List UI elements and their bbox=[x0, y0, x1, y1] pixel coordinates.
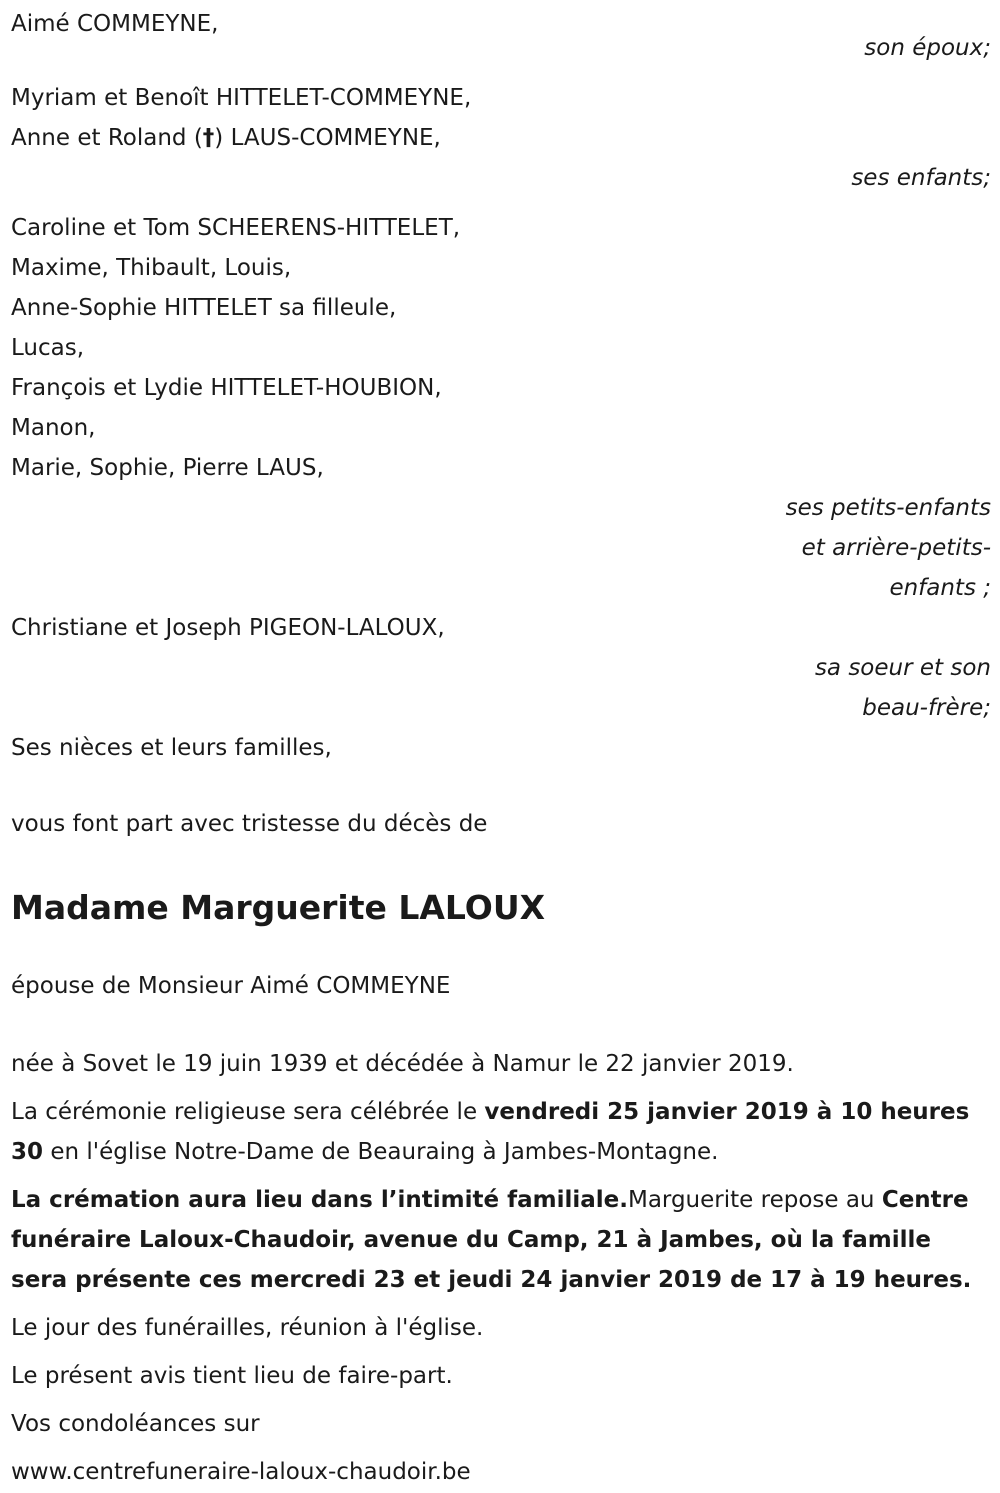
sister-section bbox=[11, 608, 991, 728]
grandchildren-section bbox=[11, 208, 991, 608]
child-name: Myriam et Benoît HITTELET-COMMEYNE, bbox=[11, 85, 472, 111]
sister-name: Christiane et Joseph PIGEON-LALOUX, bbox=[11, 615, 445, 641]
obituary-notice bbox=[11, 4, 991, 1492]
ceremony-date: vendredi 25 janvier 2019 à 10 heures 30 bbox=[11, 1099, 970, 1165]
grandchild-name: Anne-Sophie HITTELET sa filleule, bbox=[11, 295, 397, 321]
children-section bbox=[11, 78, 991, 198]
husband-name: Aimé COMMEYNE, bbox=[11, 11, 219, 37]
grandchild-name: Caroline et Tom SCHEERENS-HITTELET, bbox=[11, 215, 461, 241]
cross-icon: † bbox=[202, 125, 215, 151]
announcement-text: vous font part avec tristesse du décès de bbox=[11, 811, 488, 837]
cremation-notice: La crémation aura lieu dans l’intimité familiale. bbox=[11, 1187, 628, 1213]
condolences-label: Vos condoléances sur bbox=[11, 1411, 260, 1437]
child-name-with-cross: Anne et Roland (†) LAUS-COMMEYNE, bbox=[11, 118, 991, 158]
visitation-details: Centre funéraire Laloux-Chaudoir, avenue du Camp, 21 à Jambes, où la famille sera présente ces mercredi 23 et jeudi 24 janvier 2019 de 17 à 19 heures. bbox=[11, 1187, 972, 1293]
children-role: ses enfants; bbox=[851, 165, 991, 191]
sister-role-line: beau-frère; bbox=[862, 695, 991, 721]
grandchild-name: Maxime, Thibault, Louis, bbox=[11, 255, 292, 281]
grandchild-name: François et Lydie HITTELET-HOUBION, bbox=[11, 375, 442, 401]
husband-role: son époux; bbox=[864, 35, 991, 61]
ceremony-paragraph: La cérémonie religieuse sera célébrée le vendredi 25 janvier 2019 à 10 heures 30 en l'église Notre-Dame de Beauraing à Jambes-Montagne. bbox=[11, 1099, 970, 1165]
cremation-paragraph: La crémation aura lieu dans l’intimité familiale.Marguerite repose au Centre funéraire Laloux-Chaudoir, avenue du Camp, 21 à Jambes, où la famille sera présente ces mercredi 23 et jeudi 24 janvier 2019 de 17 à 19 heures. bbox=[11, 1187, 972, 1293]
birth-death-line: née à Sovet le 19 juin 1939 et décédée à Namur le 22 janvier 2019. bbox=[11, 1051, 794, 1077]
nieces-line: Ses nièces et leurs familles, bbox=[11, 735, 332, 761]
grandchildren-role-line: enfants ; bbox=[889, 575, 991, 601]
grandchild-name: Marie, Sophie, Pierre LAUS, bbox=[11, 455, 324, 481]
condolences-url[interactable]: www.centrefuneraire-laloux-chaudoir.be bbox=[11, 1459, 471, 1485]
husband-section bbox=[11, 4, 991, 68]
meeting-line: Le jour des funérailles, réunion à l'église. bbox=[11, 1315, 484, 1341]
notice-line: Le présent avis tient lieu de faire-part. bbox=[11, 1363, 453, 1389]
sister-role-line: sa soeur et son bbox=[814, 655, 991, 681]
grandchild-name: Lucas, bbox=[11, 335, 85, 361]
grandchild-name: Manon, bbox=[11, 415, 96, 441]
grandchildren-role-line: et arrière-petits- bbox=[801, 535, 991, 561]
spouse-line: épouse de Monsieur Aimé COMMEYNE bbox=[11, 973, 451, 999]
deceased-name: Madame Marguerite LALOUX bbox=[11, 888, 546, 927]
grandchildren-role-line: ses petits-enfants bbox=[785, 495, 991, 521]
